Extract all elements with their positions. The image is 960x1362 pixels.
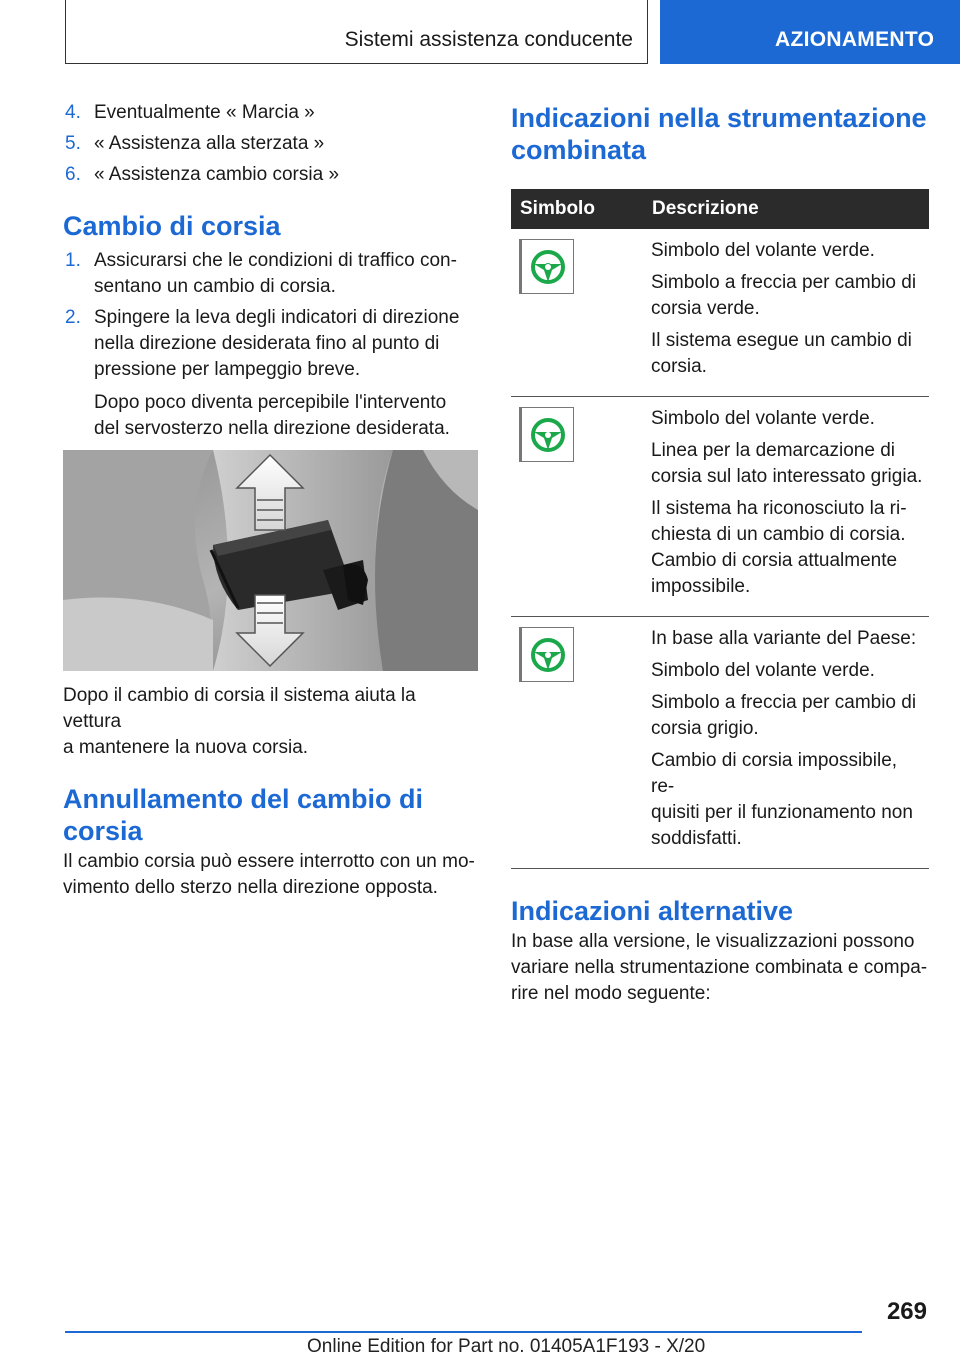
symbol-cell	[511, 397, 643, 617]
para-line: In base alla versione, le visualizzazioni possono	[511, 931, 915, 952]
para-line: Dopo il cambio di corsia il sistema aiuta la vettura	[63, 685, 416, 732]
alternative-paragraph	[511, 929, 929, 1007]
step-note-line: del servosterzo nella direzione desiderata.	[94, 418, 450, 439]
step-number: 1.	[65, 250, 81, 271]
table-row	[511, 617, 929, 869]
step-text-line: pressione per lampeggio breve.	[94, 359, 361, 380]
lever-illustration	[63, 450, 478, 671]
symbol-cell	[511, 229, 643, 397]
symbols-table	[511, 189, 929, 869]
desc-line: Simbolo a freccia per cambio di	[651, 692, 917, 713]
step-text: « Assistenza cambio corsia »	[94, 164, 340, 185]
desc-line: corsia.	[651, 356, 707, 377]
step-text: Eventualmente « Marcia »	[94, 102, 315, 123]
chapter-tab[interactable]	[660, 0, 960, 64]
step-number: 2.	[65, 307, 81, 328]
description-cell	[643, 229, 929, 397]
edition-footer: Online Edition for Part no. 01405A1F193 - X/20	[307, 1336, 706, 1357]
table-row	[511, 397, 929, 617]
list-item	[63, 248, 478, 300]
steering-wheel-green-line-icon	[519, 407, 574, 462]
running-header	[65, 0, 648, 64]
desc-line: impossibile.	[651, 576, 751, 597]
heading-annullamento	[63, 783, 478, 847]
step-number: 5.	[65, 133, 81, 154]
table-header-row	[511, 189, 929, 229]
desc-line: soddisfatti.	[651, 828, 742, 849]
desc-line: Simbolo del volante verde.	[651, 240, 875, 261]
list-item	[63, 100, 478, 126]
para-line: variare nella strumentazione combinata e compa-	[511, 957, 928, 978]
desc-line: Cambio di corsia attualmente	[651, 550, 898, 571]
list-item	[63, 305, 478, 442]
heading-indicazioni-alternative: Indicazioni alternative	[511, 896, 794, 926]
after-photo-paragraph	[63, 683, 478, 761]
desc-line: Simbolo del volante verde.	[651, 408, 875, 429]
desc-line: Il sistema esegue un cambio di	[651, 330, 912, 351]
para-line: rire nel modo seguente:	[511, 983, 711, 1004]
heading-indicazioni	[511, 102, 929, 166]
right-column	[511, 100, 929, 1007]
section-title: Sistemi assistenza conducente	[344, 28, 633, 51]
description-cell	[643, 617, 929, 869]
steering-wheel-green-arrow-icon	[519, 627, 574, 682]
desc-line: corsia verde.	[651, 298, 760, 319]
step-text-line: nella direzione desiderata fino al punto di	[94, 333, 440, 354]
description-cell	[643, 397, 929, 617]
footer-divider	[65, 1331, 862, 1333]
steps-top-list	[63, 100, 478, 188]
desc-line: Linea per la demarcazione di	[651, 440, 895, 461]
step-text-line: Spingere la leva degli indicatori di direzione	[94, 307, 460, 328]
para-line: Il cambio corsia può essere interrotto con un mo-	[63, 851, 475, 872]
desc-line: corsia sul lato interessato grigia.	[651, 466, 923, 487]
step-text-line: Assicurarsi che le condizioni di traffico con-	[94, 250, 457, 271]
step-text-line: sentano un cambio di corsia.	[94, 276, 336, 297]
desc-line: Simbolo a freccia per cambio di	[651, 272, 917, 293]
chapter-tab-label: AZIONAMENTO	[775, 28, 935, 51]
symbol-cell	[511, 617, 643, 869]
desc-line: quisiti per il funzionamento non	[651, 802, 913, 823]
desc-line: corsia grigio.	[651, 718, 759, 739]
col-header-description: Descrizione	[643, 189, 929, 229]
step-note-line: Dopo poco diventa percepibile l'intervento	[94, 392, 447, 413]
steering-wheel-green-arrow-icon	[519, 239, 574, 294]
step-number: 4.	[65, 102, 81, 123]
step-number: 6.	[65, 164, 81, 185]
heading-line: Annullamento del cambio di	[63, 784, 424, 814]
heading-line: corsia	[63, 816, 143, 846]
para-line: a mantenere la nuova corsia.	[63, 737, 309, 758]
heading-cambio-di-corsia: Cambio di corsia	[63, 211, 281, 241]
turn-signal-lever-photo	[63, 450, 478, 671]
desc-line: Il sistema ha riconosciuto la ri-	[651, 498, 907, 519]
list-item	[63, 131, 478, 157]
desc-line: In base alla variante del Paese:	[651, 628, 917, 649]
list-item	[63, 162, 478, 188]
desc-line: Cambio di corsia impossibile, re-	[651, 750, 898, 797]
para-line: vimento dello sterzo nella direzione opposta.	[63, 877, 438, 898]
steps-cambio-list	[63, 248, 478, 442]
annullamento-paragraph	[63, 849, 478, 901]
col-header-symbol: Simbolo	[511, 189, 643, 229]
heading-line: Indicazioni nella strumentazione	[511, 103, 927, 133]
desc-line: Simbolo del volante verde.	[651, 660, 875, 681]
table-row	[511, 229, 929, 397]
step-text: « Assistenza alla sterzata »	[94, 133, 325, 154]
heading-line: combinata	[511, 135, 647, 165]
page-number: 269	[886, 1298, 927, 1325]
left-column	[63, 100, 478, 901]
desc-line: chiesta di un cambio di corsia.	[651, 524, 906, 545]
